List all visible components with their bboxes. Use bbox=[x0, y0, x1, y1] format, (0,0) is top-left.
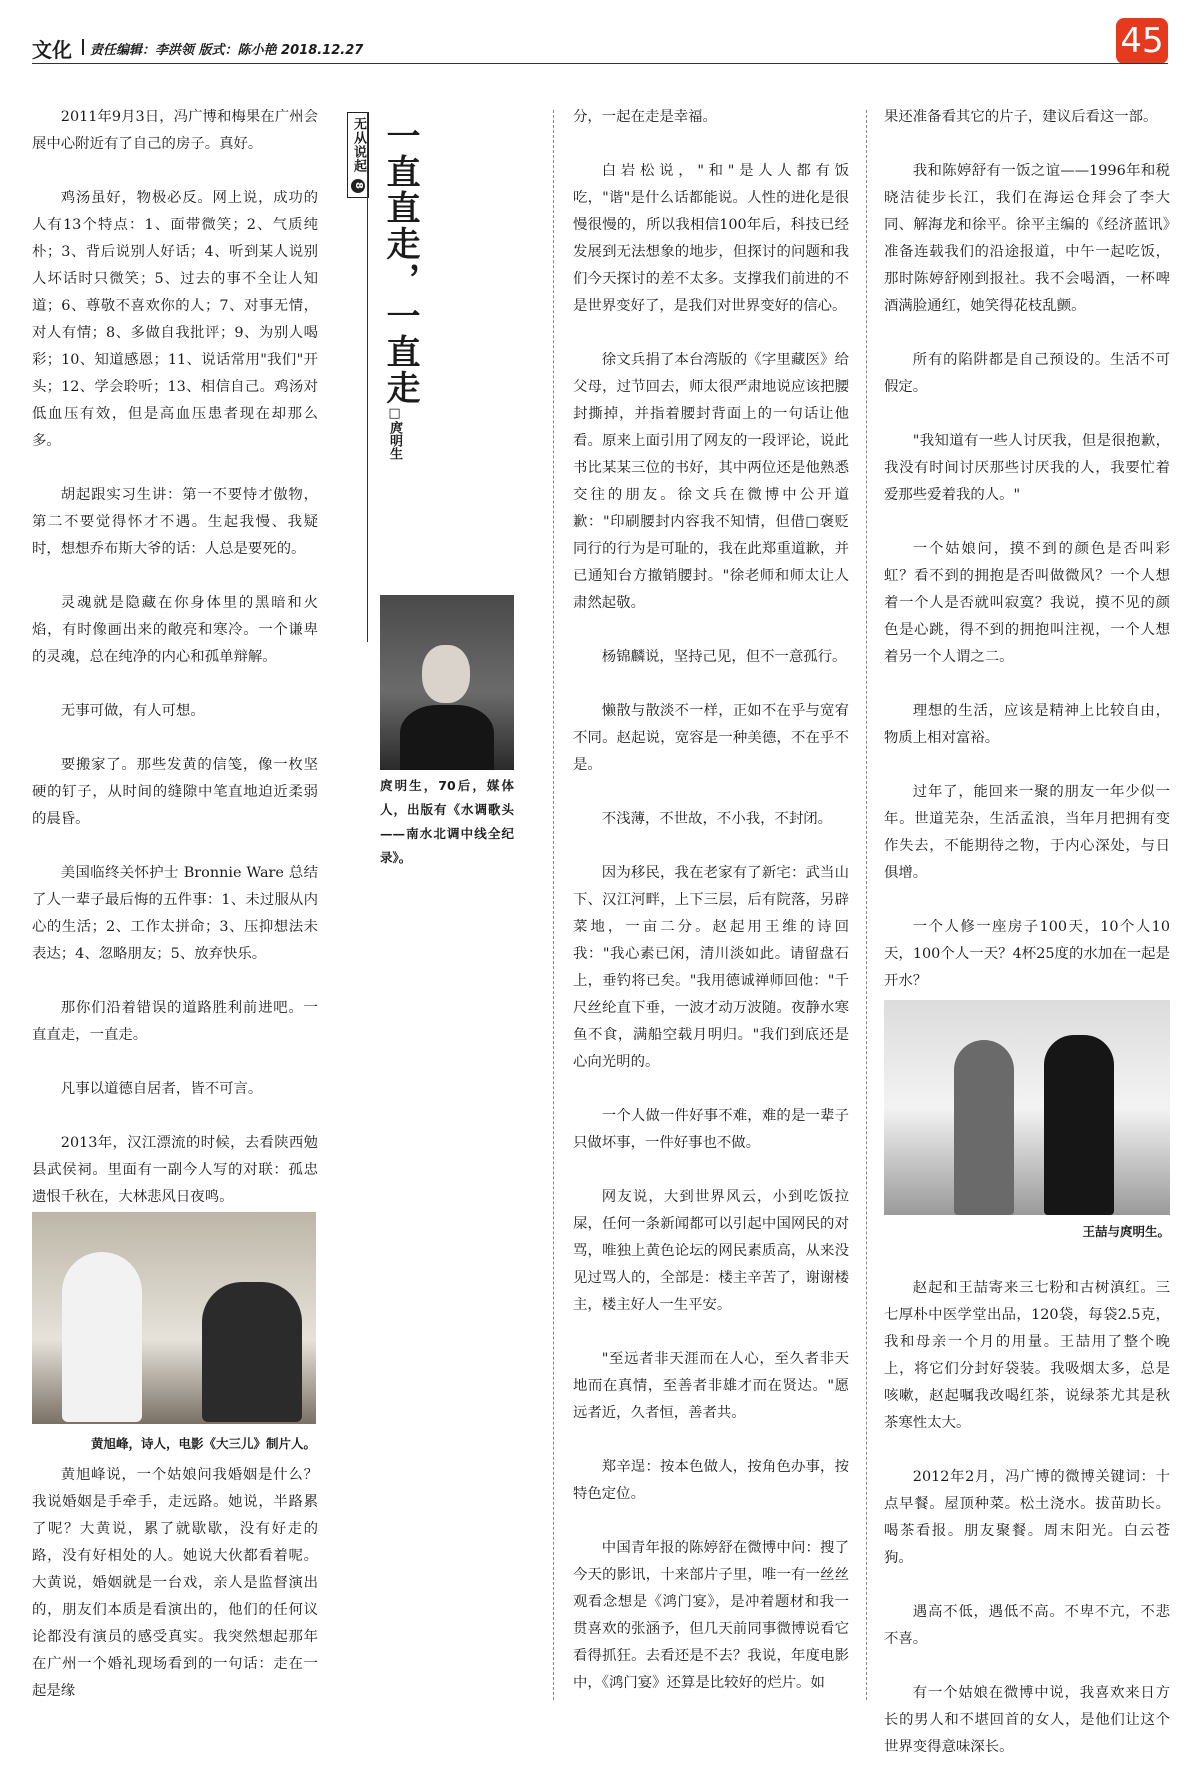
paragraph: 黄旭峰说，一个姑娘问我婚姻是什么？我说婚姻是手牵手，走远路。她说，半路累了呢？大黄说，累了就歇歇，没有好走的路，没有好相处的人。她说大伙都看着呢。大黄说，婚姻就是一台戏，亲人是监督演出的，朋友们本质是看演出的，他们的任何议论都没有演员的感受真实。我突然想起那年在广州一个婚礼现场看到的一句话：走在一起是缘 bbox=[32, 1467, 318, 1699]
paragraph: 美国临终关怀护士 Bronnie Ware 总结了人一辈子最后悔的五件事：1、未过服从内心的生活；2、工作太拼命；3、压抑想法未表达；4、忽略朋友；5、放弃快乐。 bbox=[32, 865, 318, 962]
paragraph: 2011年9月3日，冯广博和梅果在广州会展中心附近有了自己的房子。真好。 bbox=[32, 109, 318, 152]
paragraph: 那你们沿着错误的道路胜利前进吧。一直直走，一直走。 bbox=[32, 1000, 318, 1043]
paragraph: 灵魂就是隐藏在你身体里的黑暗和火焰，有时像画出来的敞亮和寒冷。一个谦卑的灵魂，总在纯净的内心和孤单辩解。 bbox=[32, 595, 318, 665]
series-name: 无从说起 bbox=[351, 117, 366, 173]
paragraph: 赵起和王喆寄来三七粉和古树滇红。三七厚朴中医学堂出品，120袋，每袋2.5克，我和母亲一个月的用量。王喆用了整个晚上，将它们分封好袋装。我吸烟太多，总是咳嗽，赵起嘱我改喝红茶，说绿茶尤其是秋茶寒性太大。 bbox=[884, 1280, 1170, 1431]
column-4-continued bbox=[884, 1275, 1170, 1788]
paragraph: 理想的生活，应该是精神上比较自由，物质上相对富裕。 bbox=[884, 703, 1170, 746]
title-rule bbox=[367, 112, 368, 642]
author-caption: 庹明生，70后，媒体人，出版有《水调歌头——南水北调中线全纪录》。 bbox=[380, 778, 514, 865]
paragraph: 一个人修一座房子100天，10个人10天，100个人一天？4杯25度的水加在一起是开水？ bbox=[884, 919, 1170, 989]
paragraph: 一个姑娘问，摸不到的颜色是否叫彩虹？看不到的拥抱是否叫做微风？一个人想着一个人是否就叫寂寞？我说，摸不见的颜色是心跳，得不到的拥抱叫注视，一个人想着另一个人谓之二。 bbox=[884, 541, 1170, 665]
article-title: 一直直走，一直走 bbox=[380, 118, 420, 406]
author-photo bbox=[380, 595, 514, 770]
paragraph: 分，一起在走是幸福。 bbox=[573, 109, 717, 125]
paragraph: 徐文兵捐了本台湾版的《字里藏医》给父母，过节回去，师太很严肃地说应该把腰封撕掉，并指着腰封背面上的一句话让他看。原来上面引用了网友的一段评论，说此书比某某三位的书好，其中两位还是他熟悉交往的朋友。徐文兵在微博中公开道歉："印刷腰封内容我不知情，但借□褒贬同行的行为是可耻的，我在此郑重道歉，并已通知台方撤销腰封。"徐老师和师太让人肃然起敬。 bbox=[573, 352, 849, 611]
huang-photo bbox=[32, 1212, 316, 1424]
paragraph: 凡事以道德自居者，皆不可言。 bbox=[60, 1081, 263, 1097]
person-figure bbox=[1044, 1035, 1114, 1215]
header-divider bbox=[82, 39, 84, 55]
paragraph: 郑辛逞：按本色做人，按角色办事，按特色定位。 bbox=[573, 1459, 849, 1502]
wang-caption: 王喆与庹明生。 bbox=[1082, 1224, 1170, 1239]
person-figure bbox=[62, 1252, 142, 1422]
paragraph: 杨锦麟说，坚持己见，但不一意孤行。 bbox=[601, 649, 847, 665]
paragraph: 无事可做，有人可想。 bbox=[60, 703, 205, 719]
page-header bbox=[32, 21, 1168, 62]
paragraph: 2012年2月，冯广博的微博关键词：十点早餐。屋顶种菜。松土浇水。拔苗助长。喝茶看报。朋友聚餐。周末阳光。白云苍狗。 bbox=[884, 1469, 1170, 1566]
paragraph: 一个人做一件好事不难，难的是一辈子只做坏事，一件好事也不做。 bbox=[573, 1108, 849, 1151]
section-title: 文化 bbox=[32, 38, 72, 62]
wang-photo bbox=[884, 1000, 1170, 1215]
paragraph: "我知道有一些人讨厌我，但是很抱歉，我没有时间讨厌那些讨厌我的人，我要忙着爱那些爱着我的人。" bbox=[884, 433, 1170, 503]
paragraph: 过年了，能回来一聚的朋友一年少似一年。世道芜杂，生活孟浪，当年月把拥有变作失去，不能期待之物，于内心深处，与日俱增。 bbox=[884, 784, 1170, 881]
paragraph: 所有的陷阱都是自己预设的。生活不可假定。 bbox=[884, 352, 1170, 395]
byline: □庹明生 bbox=[387, 406, 402, 460]
person-figure bbox=[202, 1282, 302, 1422]
paragraph: 因为移民，我在老家有了新宅：武当山下、汉江河畔，上下三层，后有院落，另辟菜地，一亩二分。赵起用王维的诗回我："我心素已闲，清川淡如此。请留盘石上，垂钓将已矣。"我用德诚禅师回他："千尺丝纶直下垂，一波才动万波随。夜静水寒鱼不食，满船空载月明归。"我们到底还是心向光明的。 bbox=[573, 865, 849, 1070]
paragraph: 果还准备看其它的片子，建议后看这一部。 bbox=[884, 109, 1158, 125]
author-body bbox=[400, 705, 494, 770]
column-3 bbox=[573, 104, 849, 1724]
header-rule bbox=[32, 63, 1168, 64]
column-1 bbox=[32, 104, 318, 1238]
paragraph: 有一个姑娘在微博中说，我喜欢来日方长的男人和不堪回首的女人，是他们让这个世界变得意味深长。 bbox=[884, 1685, 1170, 1755]
person-figure bbox=[954, 1040, 1014, 1215]
column-4 bbox=[884, 104, 1170, 1022]
paragraph: 网友说，大到世界风云，小到吃饭拉屎，任何一条新闻都可以引起中国网民的对骂，唯独上黄色论坛的网民素质高，从来没见过骂人的，全部是：楼主辛苦了，谢谢楼主，楼主好人一生平安。 bbox=[573, 1189, 849, 1313]
paragraph: 要搬家了。那些发黄的信笺，像一枚坚硬的钉子，从时间的缝隙中笔直地迫近柔弱的晨昏。 bbox=[32, 757, 318, 827]
column-divider bbox=[553, 110, 554, 1700]
paragraph: 胡起跟实习生讲：第一不要恃才傲物，第二不要觉得怀才不遇。生起我慢、我疑时，想想乔布斯大爷的话：人总是要死的。 bbox=[32, 487, 318, 557]
huang-caption: 黄旭峰，诗人，电影《大三儿》制片人。 bbox=[90, 1436, 316, 1451]
paragraph: "至远者非天涯而在人心，至久者非天地而在真情，至善者非雄才而在贤达。"愿远者近，久者恒，善者共。 bbox=[573, 1351, 849, 1421]
paragraph: 中国青年报的陈婷舒在微博中问：搜了今天的影讯，十来部片子里，唯一有一丝丝观看念想是《鸿门宴》，是冲着题材和我一贯喜欢的张涵予，但几天前同事微博说看它看得抓狂。去看还是不去？我说，年度电影中，《鸿门宴》还算是比较好的烂片。如 bbox=[573, 1540, 849, 1691]
paragraph: 遇高不低，遇低不高。不卑不亢，不悲不喜。 bbox=[884, 1604, 1170, 1647]
paragraph: 我和陈婷舒有一饭之谊——1996年和税晓洁徒步长江，我们在海运仓拜会了李大同、解海龙和徐平。徐平主编的《经济蓝讯》准备连载我们的沿途报道，中午一起吃饭，那时陈婷舒刚到报社。我不会喝酒，一杯啤酒满脸通红，她笑得花枝乱颤。 bbox=[884, 163, 1170, 314]
paragraph: 不浅薄，不世故，不小我，不封闭。 bbox=[601, 811, 833, 827]
paragraph: 懒散与散淡不一样，正如不在乎与宽宥不同。赵起说，宽容是一种美德，不在乎不是。 bbox=[573, 703, 849, 773]
editor-credits: 责任编辑：李洪领 版式：陈小艳 2018.12.27 bbox=[90, 43, 364, 58]
series-number: 8 bbox=[351, 179, 365, 193]
paragraph: 2013年，汉江漂流的时候，去看陕西勉县武侯祠。里面有一副今人写的对联：孤忠遗恨千秋在，大林悲风日夜鸣。 bbox=[32, 1135, 318, 1205]
paragraph: 白岩松说，"和"是人人都有饭吃，"谐"是什么话都能说。人性的进化是很慢很慢的，所以我相信100年后，科技已经发展到无法想象的地步，但探讨的问题和我们今天探讨的差不太多。支撑我们前进的不是世界变好了，是我们对世界变好的信心。 bbox=[573, 163, 849, 314]
page-number: 45 bbox=[1116, 18, 1168, 64]
column-1-continued bbox=[32, 1462, 318, 1732]
column-divider bbox=[866, 110, 867, 1700]
author-face bbox=[422, 645, 470, 703]
series-label bbox=[347, 112, 369, 198]
paragraph: 鸡汤虽好，物极必反。网上说，成功的人有13个特点：1、面带微笑；2、气质纯朴；3、背后说别人好话；4、听到某人说别人坏话时只微笑；5、过去的事不全让人知道；6、尊敬不喜欢你的人；7、对事无情，对人有情；8、多做自我批评；9、为别人喝彩；10、知道感恩；11、说话常用"我们"开头；12、学会聆听；13、相信自己。鸡汤对低血压有效，但是高血压患者现在却那么多。 bbox=[32, 190, 318, 449]
